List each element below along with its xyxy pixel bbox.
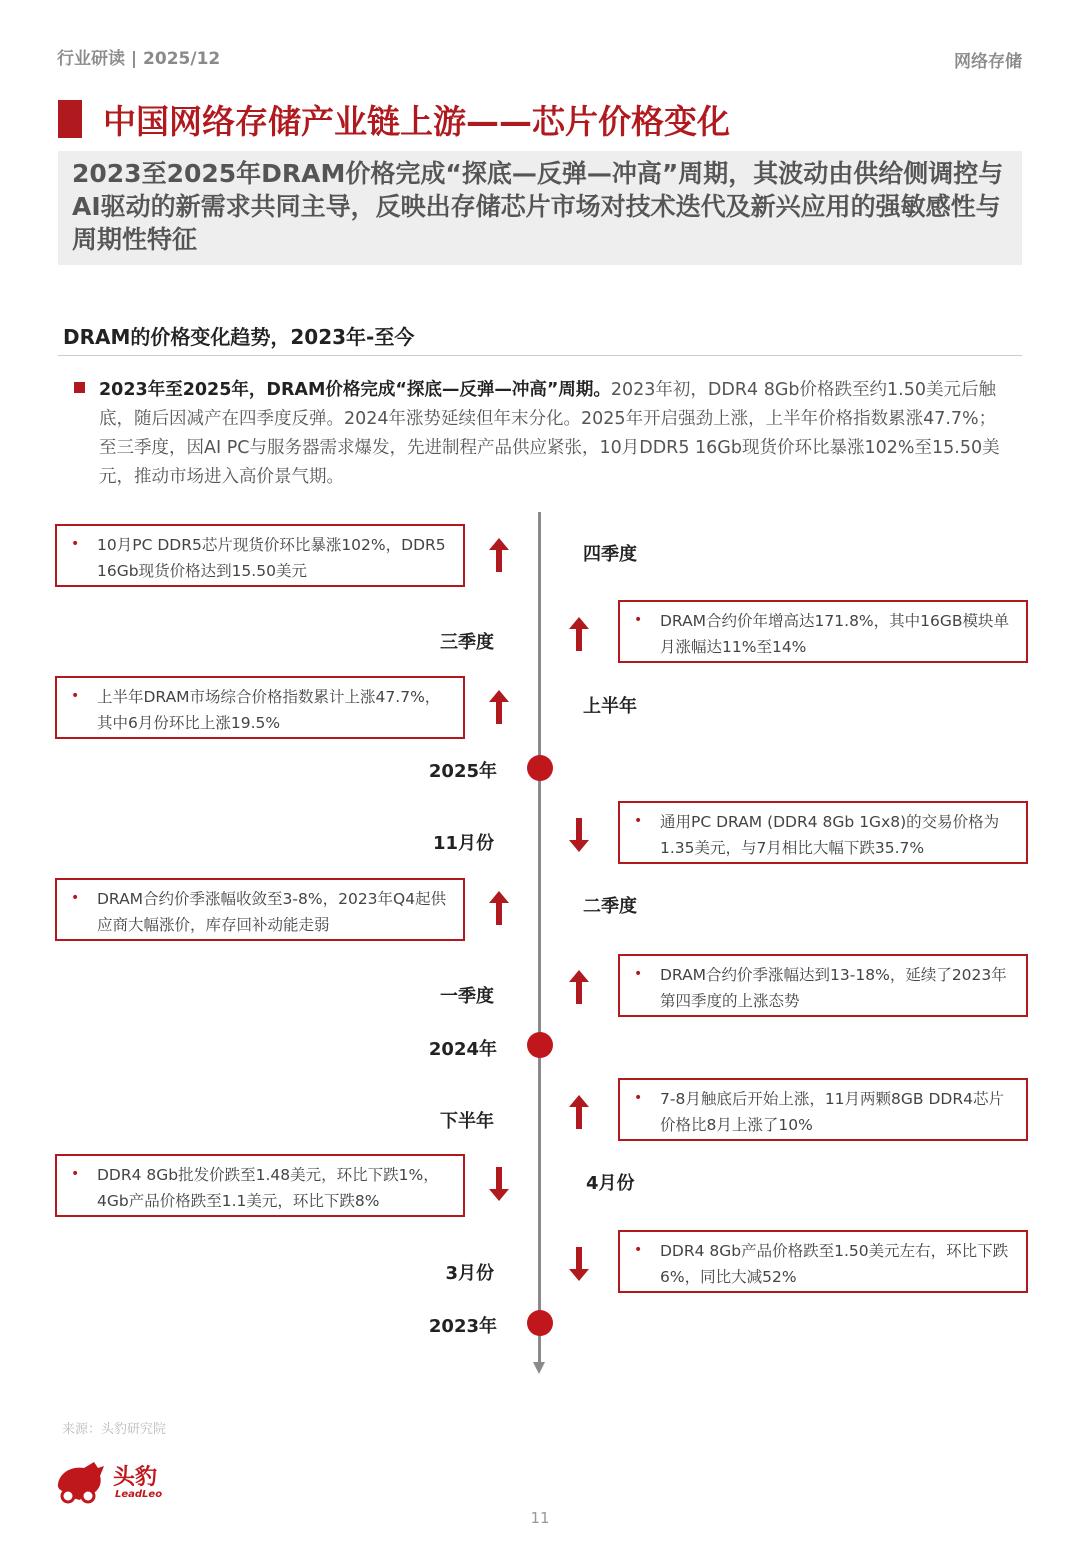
event-box-q3-2025: • DRAM合约价年增高达171.8%，其中16GB模块单月涨幅达11%至14%	[618, 600, 1028, 663]
year-dot-2025	[527, 755, 553, 781]
event-box-q4-2025: • 10月PC DDR5芯片现货价环比暴涨102%，DDR5 16Gb现货价格达到15.50美元	[55, 524, 465, 587]
event-box-q2-2024: • DRAM合约价季涨幅收敛至3-8%，2023年Q4起供应商大幅涨价，库存回补动能走弱	[55, 878, 465, 941]
year-label-2023: 2023年	[428, 1316, 497, 1337]
period-label-q4-2025: 四季度	[583, 544, 637, 565]
title-accent-bar	[58, 100, 82, 138]
event-box-apr-2023: • DDR4 8Gb批发价跌至1.48美元，环比下跌1%，4Gb产品价格跌至1.1美元，环比下跌8%	[55, 1154, 465, 1217]
period-label-h1-2025: 上半年	[583, 696, 637, 717]
event-box-h2-2023: • 7-8月触底后开始上涨，11月两颗8GB DDR4芯片价格比8月上涨了10%	[618, 1078, 1028, 1141]
header-right: 网络存储	[954, 52, 1022, 72]
year-dot-2023	[527, 1310, 553, 1336]
year-label-2025: 2025年	[428, 761, 497, 782]
up-arrow-icon	[489, 891, 509, 925]
down-arrow-icon	[569, 1247, 589, 1281]
intro-paragraph	[99, 376, 1011, 492]
period-label-h2-2023: 下半年	[440, 1111, 494, 1132]
up-arrow-icon	[489, 538, 509, 572]
intro-text: 2023年初，DDR4 8Gb价格跌至约1.50美元后触底，随后因减产在四季度反弹。2024年涨势延续但年末分化。2025年开启强劲上涨，上半年价格指数累涨47.7%；至三季度，因AI PC与服务器需求爆发，先进制程产品供应紧张，10月DDR5 16Gb现货价环比暴涨102%至15.50美元，推动市场进入高价景气期。	[99, 380, 1000, 487]
year-dot-2024	[527, 1032, 553, 1058]
up-arrow-icon	[569, 617, 589, 651]
timeline-arrowhead	[533, 1362, 545, 1374]
event-box-q1-2024: • DRAM合约价季涨幅达到13-18%，延续了2023年第四季度的上涨态势	[618, 954, 1028, 1017]
event-box-h1-2025: • 上半年DRAM市场综合价格指数累计上涨47.7%，其中6月份环比上涨19.5%	[55, 676, 465, 739]
period-label-nov-2024: 11月份	[432, 833, 494, 854]
timeline-axis	[538, 512, 541, 1362]
intro-bold: 2023年至2025年，DRAM价格完成“探底—反弹—冲高”周期。	[99, 380, 611, 400]
up-arrow-icon	[569, 970, 589, 1004]
down-arrow-icon	[569, 818, 589, 852]
logo-subtext: LeadLeo	[115, 1489, 163, 1500]
logo-text: 头豹	[113, 1465, 158, 1490]
event-box-mar-2023: • DDR4 8Gb产品价格跌至1.50美元左右，环比下跌6%，同比大减52%	[618, 1230, 1028, 1293]
section-title: DRAM的价格变化趋势，2023年-至今	[63, 325, 415, 349]
period-label-q3-2025: 三季度	[440, 632, 494, 653]
period-label-q2-2024: 二季度	[583, 896, 637, 917]
year-label-2024: 2024年	[428, 1039, 497, 1060]
section-divider	[58, 355, 1022, 356]
up-arrow-icon	[489, 690, 509, 724]
page-title: 中国网络存储产业链上游——芯片价格变化	[103, 102, 730, 141]
page-number: 11	[530, 1509, 550, 1527]
event-box-nov-2024: • 通用PC DRAM (DDR4 8Gb 1Gx8)的交易价格为1.35美元，与7月相比大幅下跌35.7%	[618, 801, 1028, 864]
header-left: 行业研读 | 2025/12	[57, 49, 221, 69]
source-note: 来源：头豹研究院	[62, 1422, 167, 1437]
intro-bullet	[74, 382, 85, 393]
down-arrow-icon	[489, 1167, 509, 1201]
summary-box: 2023至2025年DRAM价格完成“探底—反弹—冲高”周期，其波动由供给侧调控与AI驱动的新需求共同主导，反映出存储芯片市场对技术迭代及新兴应用的强敏感性与周期性特征	[58, 151, 1022, 265]
up-arrow-icon	[569, 1095, 589, 1129]
period-label-apr-2023: 4月份	[586, 1173, 635, 1194]
period-label-mar-2023: 3月份	[445, 1263, 494, 1284]
period-label-q1-2024: 一季度	[440, 986, 494, 1007]
leadleo-logo-icon	[54, 1458, 106, 1504]
